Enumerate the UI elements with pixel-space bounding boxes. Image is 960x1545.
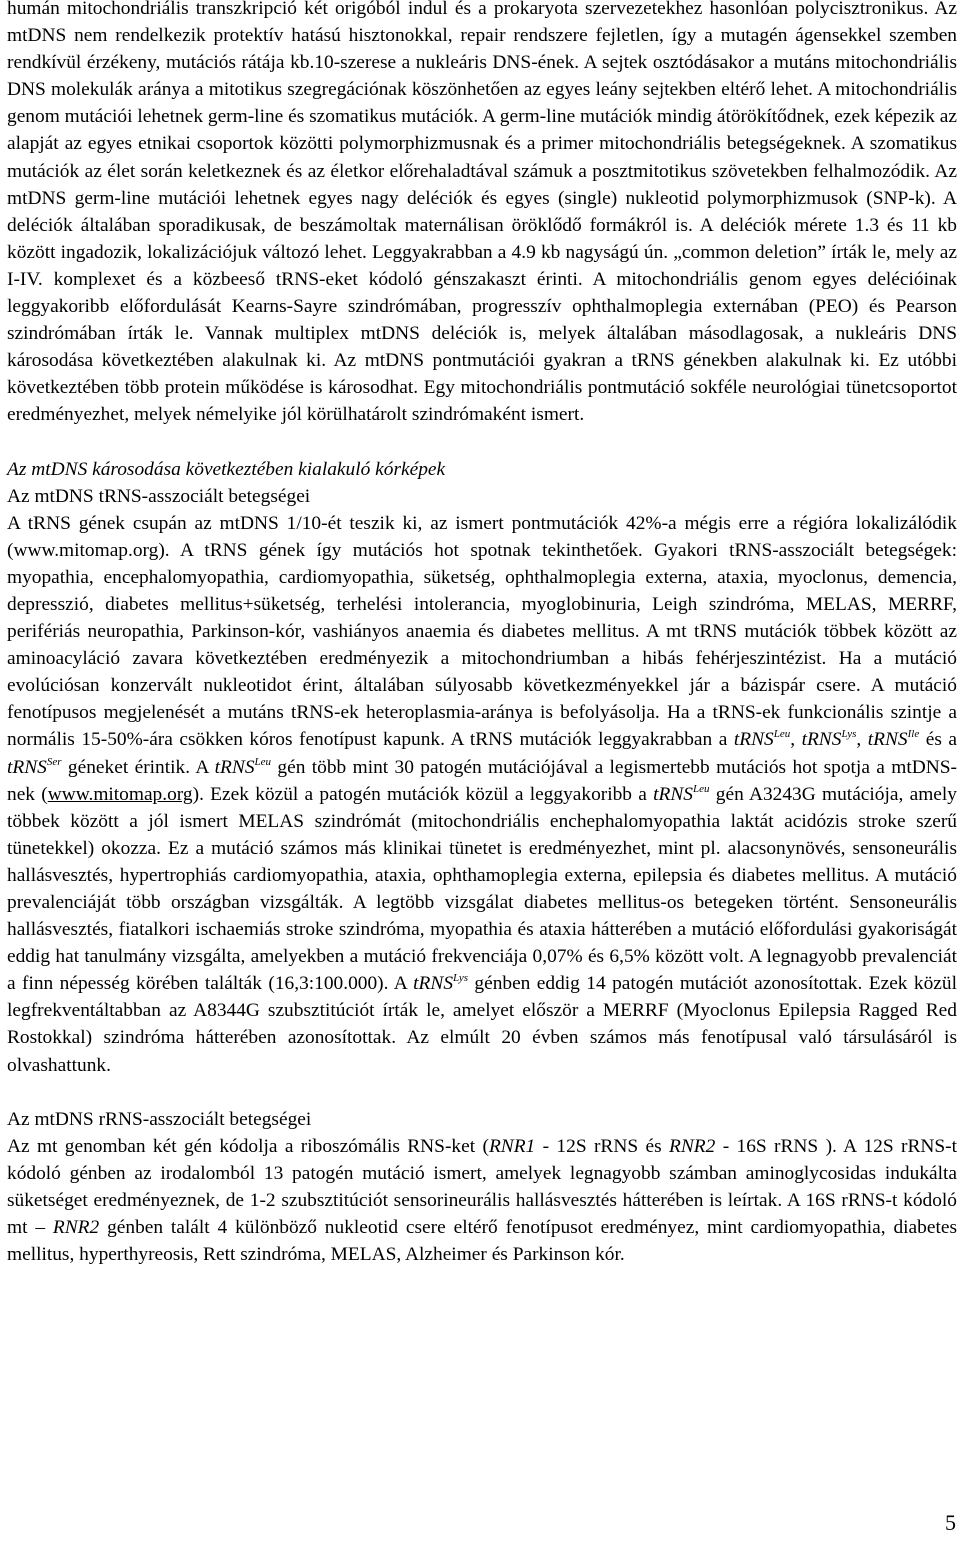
text-run: , bbox=[856, 729, 868, 751]
document-page bbox=[7, 0, 957, 1268]
gene-symbol: tRNS bbox=[214, 756, 255, 778]
spacer bbox=[7, 429, 957, 456]
gene-symbol: tRNS bbox=[867, 729, 908, 751]
gene-name: RNR2 bbox=[52, 1217, 100, 1239]
section-heading-text: Az mtDNS károsodása következtében kialakuló kórképek bbox=[7, 458, 446, 480]
text-run: és a bbox=[919, 729, 958, 751]
text-run: , bbox=[790, 729, 802, 751]
gene-symbol: tRNS bbox=[733, 729, 774, 751]
text-run: gén A3243G mutációja, amely többek között a jól ismert MELAS szindrómát (mitochondriális enchephalomyopathia laktát acidózis stroke szerű tünetekkel) okozza. Ez a mutáció számos más klinikai tünetet is eredményezhet, mint pl. alacsonynövés, sensoneurális hallásvesztés, hypertrophiás cardiomyopathia, ataxia, ophthamoplegia externa, epilepsia és diabetes mellitus. A mutáció prevalenciáját több országban vizsgálták. A legtöbb vizsgálat diabetes mellitus-os betegeken történt. Sensoneurális hallásvesztés, fiatalkori ischaemiás stroke szindróma, myopathia és ataxia hátterében a mutáció előfordulási gyakoriságát eddig hat tanulmány vizsgálta, amelyekben a mutáció frekvenciája 0,07% és 6,5% között volt. A legnagyobb prevalenciát a finn népesség körében találták (16,3:100.000). A bbox=[7, 783, 957, 995]
gene-name bbox=[413, 973, 468, 994]
text-run: génben talált 4 különböző nukleotid csere eltérő fenotípusot eredményez, mint cardiomyopathia, diabetes mellitus, hyperthyreosis, Rett szindróma, MELAS, Alzheimer és Parkinson kór. bbox=[7, 1217, 957, 1266]
page-number: 5 bbox=[945, 1510, 956, 1535]
text-run: - 16S rRNS ). A 12S rRNS-t kódoló génben az irodalomból 13 patogén mutáció ismert, amelyek legnagyobb számban aminoglycosidas indukálta süketséget eredményeznek, de 1-2 szubsztitúciót sensorineurális hallásvesztés hátterében is leírtak. A 16S rRNS-t kódoló mt – bbox=[7, 1135, 958, 1239]
gene-superscript: Lys bbox=[453, 972, 468, 985]
text-run: A tRNS gének csupán az mtDNS 1/10-ét teszik ki, az ismert pontmutációk 42%-a mégis erre a régióra lokalizálódik (www.mitomap.org). A tRNS gének így mutációs hot spotnak tekinthetőek. Gyakori tRNS-asszociált betegségek: myopathia, encephalomyopathia, cardiomyopathia, süketség, ophthalmoplegia externa, ataxia, myoclonus, demencia, depresszió, diabetes mellitus+süketség, terhelési intolerancia, myoglobinuria, Leigh szindróma, MELAS, MERRF, perifériás neuropathia, Parkinson-kór, vashiányos anaemia és diabetes mellitus. A mt tRNS mutációk többek között az aminoacyláció zavara következtében eredményezik a mitochondriumban a hibás fehérjeszintézist. Ha a mutáció evolúciósan konzervált nukleotidot érint, általában súlyosabb következményekkel jár a bázispár csere. A mutáció fenotípusos megjelenését a mutáns tRNS-ek heteroplasmia-aránya is befolyásolja. Ha a tRNS-ek funkcionális szintje a normális 15-50%-ára csökken kóros fenotípust kapunk. A tRNS mutációk leggyakrabban a bbox=[7, 512, 957, 751]
gene-name bbox=[7, 757, 62, 778]
gene-symbol: tRNS bbox=[653, 783, 694, 805]
gene-symbol: tRNS bbox=[7, 756, 47, 778]
paragraph-text: humán mitochondriális transzkripció két origóból indul és a prokaryota szervezetekhez hasonlóan polycisztronikus. Az mtDNS nem rendelkezik protektív hatású hisztonokkal, repair rendszere fejletlen, így a mutagén ágensekkel szemben rendkívül érzékeny, mutációs rátája kb.10-szerese a nukleáris DNS-ének. A sejtek osztódásakor a mutáns mitochondriális DNS molekulák aránya a mitotikus szegregációnak köszönhetően az egyes leány sejtekben eltérő lehet. A mitochondriális genom mutációi lehetnek germ-line és szomatikus mutációk. A germ-line mutációk mindig átörökítődnek, ezek képezik az alapját az egyes etnikai csoportok közötti polymorphizmusnak és a primer mitochondriális betegségeknek. A szomatikus mutációk az élet során keletkeznek és az életkor előrehaladtával számuk a posztmitotikus szövetekben felhalmozódik. Az mtDNS germ-line mutációi lehetnek egyes nagy deléciók és egyes (single) nukleotid polymorphizmusok (SNP-k). A deléciók általában sporadikusak, de beszámoltak maternálisan öröklődő formákról is. A deléciók mérete 1.3 és 11 kb között ingadozik, lokalizációjuk változó lehet. Leggyakrabban a 4.9 kb nagyságú ún. „common deletion” írták le, mely az I-IV. komplexet és a közbeeső tRNS-eket kódoló génszakaszt érinti. A mitochondriális genom egyes delécióinak leggyakoribb előfordulását Kearns-Sayre szindrómában, progresszív ophthalmoplegia externában (PEO) és Pearson szindrómában írták le. Vannak multiplex mtDNS deléciók is, melyek általában másodlagosak, a nukleáris DNS károsodása következtében alakulnak ki. Az mtDNS pontmutációi gyakran a tRNS génekben alakulnak ki. Ez utóbbi következtében több protein működése is károsodhat. Egy mitochondriális pontmutáció sokféle neurológiai tünetcsoportot eredményezhet, melyek némelyike jól körülhatárolt szindrómaként ismert. bbox=[7, 0, 957, 426]
gene-symbol: tRNS bbox=[801, 729, 842, 751]
subheading-rrns bbox=[7, 1106, 957, 1133]
subheading-trns bbox=[7, 483, 957, 510]
gene-superscript: Leu bbox=[773, 728, 791, 741]
gene-name bbox=[653, 784, 709, 805]
paragraph-trns-diseases bbox=[7, 510, 957, 1079]
text-run: géneket érintik. A bbox=[61, 756, 215, 778]
gene-superscript: Leu bbox=[693, 782, 710, 795]
text-run: - 12S rRNS és bbox=[535, 1135, 670, 1157]
gene-name: RNR1 bbox=[488, 1135, 536, 1157]
gene-name bbox=[215, 757, 271, 778]
subheading-trns-text: Az mtDNS tRNS-asszociált betegségei bbox=[7, 485, 311, 507]
gene-name bbox=[802, 729, 857, 750]
gene-symbol: tRNS bbox=[413, 973, 454, 995]
text-run: Az mt genomban két gén kódolja a riboszómális RNS-ket ( bbox=[7, 1135, 489, 1157]
text-run: ). Ezek közül a patogén mutációk közül a leggyakoribb a bbox=[192, 783, 654, 805]
gene-name bbox=[868, 729, 919, 750]
gene-superscript: Leu bbox=[254, 755, 272, 768]
gene-superscript: Lys bbox=[841, 728, 857, 741]
mitomap-link[interactable]: www.mitomap.org bbox=[47, 783, 193, 805]
paragraph-mtdna-mutations bbox=[7, 0, 957, 429]
gene-superscript: Ile bbox=[907, 728, 920, 741]
gene-name: RNR2 bbox=[669, 1135, 716, 1157]
gene-name bbox=[734, 729, 790, 750]
paragraph-rrns-diseases bbox=[7, 1133, 957, 1268]
spacer bbox=[7, 1079, 957, 1106]
text-run: gén több mint 30 patogén mutációjával a legismertebb mutációs hot spotja a mtDNS-nek ( bbox=[7, 756, 957, 805]
subheading-rrns-text: Az mtDNS rRNS-asszociált betegségei bbox=[7, 1108, 312, 1130]
gene-superscript: Ser bbox=[46, 755, 62, 768]
text-run: génben eddig 14 patogén mutációt azonosítottak. Ezek közül legfrekventáltabban az A8344G szubsztitúciót írták le, amelyet először a MERRF (Myoclonus Epilepsia Ragged Red Rostokkal) szindróma hátterében azonosítottak. Az elmúlt 20 évben számos más fenotípusal való társulásáról is olvashattunk. bbox=[7, 973, 957, 1076]
section-heading bbox=[7, 456, 957, 483]
